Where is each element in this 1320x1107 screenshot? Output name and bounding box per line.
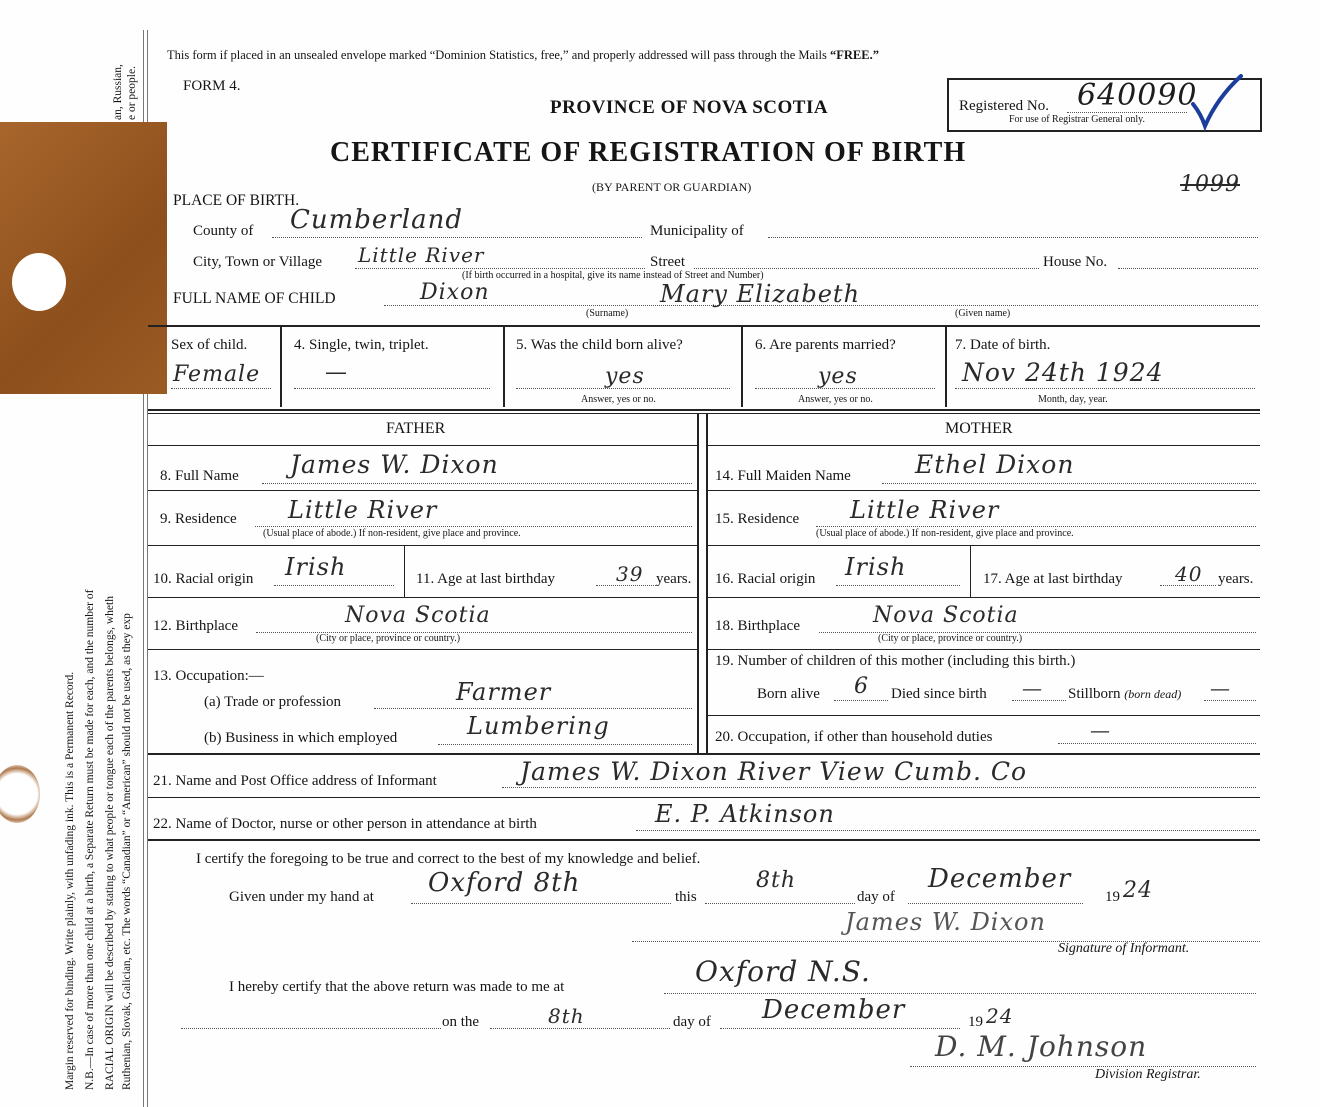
sex-label: Sex of child. xyxy=(171,337,248,353)
mother-years: years. xyxy=(1218,571,1254,587)
registered-number: 640090 xyxy=(1077,78,1198,113)
children-count-label: 19. Number of children of this mother (including this birth.) xyxy=(715,653,1076,669)
margin-note-2: N.B.—In case of more than one child at a birth, a Separate Return must be made for each, and the number of xyxy=(84,589,96,1090)
this-label: this xyxy=(675,889,697,905)
born-alive-caption: Answer, yes or no. xyxy=(581,394,656,405)
child-name-label: FULL NAME OF CHILD xyxy=(173,290,336,307)
father-age-value: 39 xyxy=(616,562,644,586)
father-residence-value: Little River xyxy=(288,496,438,524)
trade-value: Farmer xyxy=(456,678,552,706)
given-label: Given under my hand at xyxy=(229,889,374,905)
city-label: City, Town or Village xyxy=(193,254,323,270)
plurality-value: — xyxy=(325,360,348,385)
registrar-caption: Division Registrar. xyxy=(1095,1067,1201,1082)
given-caption: (Given name) xyxy=(955,308,1011,319)
certify-text: I certify the foregoing to be true and correct to the best of my knowledge and belief. xyxy=(196,851,701,867)
died-label: Died since birth xyxy=(891,686,987,702)
margin-note-3: RACIAL ORIGIN will be described by stating to what people or tongue each of the parents belongs, wheth xyxy=(104,596,116,1090)
mother-age-label: 17. Age at last birthday xyxy=(983,571,1123,587)
mother-residence-caption: (Usual place of abode.) If non-resident, give place and province. xyxy=(816,528,1074,539)
father-racial-label: 10. Racial origin xyxy=(153,571,254,587)
margin-note-1: Margin reserved for binding. Write plainly, with unfading ink. This is a Permanent Record. xyxy=(64,671,76,1090)
margin-note-4: Ruthenian, Slovak, Galician, etc. The words “Canadian” or “American” should not be used, as they exp xyxy=(121,613,133,1090)
mother-name-value: Ethel Dixon xyxy=(915,450,1075,479)
hospital-note: (If birth occurred in a hospital, give its name instead of Street and Number) xyxy=(462,270,764,281)
return-place: Oxford N.S. xyxy=(695,955,871,988)
margin-note-top-2: e or people. xyxy=(126,66,138,120)
occupation-label: 13. Occupation:— xyxy=(153,668,264,684)
return-month: December xyxy=(762,995,906,1025)
trade-label: (a) Trade or profession xyxy=(204,694,342,710)
doctor-label: 22. Name of Doctor, nurse or other person in attendance at birth xyxy=(153,816,537,832)
father-racial-value: Irish xyxy=(285,553,347,581)
given-year-prefix: 19 xyxy=(1105,889,1120,905)
page-subtitle: (BY PARENT OR GUARDIAN) xyxy=(592,180,752,194)
stillborn-label: Stillborn (born dead) xyxy=(1068,686,1182,702)
father-years: years. xyxy=(656,571,692,587)
informant-signature-caption: Signature of Informant. xyxy=(1058,941,1190,956)
child-surname: Dixon xyxy=(420,280,490,305)
father-birthplace-value: Nova Scotia xyxy=(345,603,491,628)
return-day-of-label: day of xyxy=(673,1014,711,1030)
margin-note-top: an, Russian, xyxy=(112,64,124,120)
registration-box xyxy=(947,78,1262,132)
married-value: yes xyxy=(818,364,858,389)
plurality-label: 4. Single, twin, triplet. xyxy=(294,337,429,353)
on-the-label: on the xyxy=(442,1014,480,1030)
married-label: 6. Are parents married? xyxy=(755,337,896,353)
city-value: Little River xyxy=(358,243,485,267)
mother-occupation-label: 20. Occupation, if other than household duties xyxy=(715,729,993,745)
surname-caption: (Surname) xyxy=(586,308,629,319)
binding-hole-bottom xyxy=(0,765,40,823)
informant-value: James W. Dixon River View Cumb. Co xyxy=(520,757,1028,786)
dob-label: 7. Date of birth. xyxy=(955,337,1051,353)
born-alive-count-label: Born alive xyxy=(757,686,820,702)
given-month: December xyxy=(928,864,1072,894)
father-birthplace-label: 12. Birthplace xyxy=(153,618,238,634)
born-alive-value: yes xyxy=(605,364,645,389)
dob-value: Nov 24th 1924 xyxy=(962,358,1164,387)
form-number: FORM 4. xyxy=(183,78,241,94)
father-name-value: James W. Dixon xyxy=(290,450,499,479)
mother-birthplace-value: Nova Scotia xyxy=(873,603,1019,628)
mother-residence-value: Little River xyxy=(850,496,1000,524)
return-year: 24 xyxy=(986,1004,1014,1028)
return-text: I hereby certify that the above return was made to me at xyxy=(229,979,565,995)
corner-number: 1099 xyxy=(1180,172,1240,197)
born-alive-count-value: 6 xyxy=(854,674,869,699)
father-birthplace-caption: (City or place, province or country.) xyxy=(316,633,461,644)
day-of-label: day of xyxy=(857,889,895,905)
house-label: House No. xyxy=(1043,254,1108,270)
checkmark-icon xyxy=(1187,72,1247,132)
binding-hole-top xyxy=(12,253,66,311)
father-heading: FATHER xyxy=(386,420,446,437)
doctor-value: E. P. Atkinson xyxy=(655,800,835,828)
mother-residence-label: 15. Residence xyxy=(715,511,800,527)
mother-birthplace-label: 18. Birthplace xyxy=(715,618,800,634)
county-label: County of xyxy=(193,223,254,239)
business-label: (b) Business in which employed xyxy=(204,730,398,746)
municipality-label: Municipality of xyxy=(650,223,744,239)
province-title: PROVINCE OF NOVA SCOTIA xyxy=(550,97,829,118)
mail-notice: This form if placed in an unsealed envelope marked “Dominion Statistics, free,” and properly addressed will pass through the Mails “FREE.” xyxy=(167,48,879,62)
mother-racial-label: 16. Racial origin xyxy=(715,571,816,587)
return-year-prefix: 19 xyxy=(968,1014,983,1030)
business-value: Lumbering xyxy=(467,712,610,740)
mother-age-value: 40 xyxy=(1175,562,1203,586)
died-value: — xyxy=(1022,676,1043,700)
return-day: 8th xyxy=(548,1004,585,1028)
street-label: Street xyxy=(650,254,685,270)
mother-occupation-value: — xyxy=(1090,718,1111,742)
given-place: Oxford 8th xyxy=(428,868,581,898)
mother-name-label: 14. Full Maiden Name xyxy=(715,468,851,484)
given-day: 8th xyxy=(756,868,797,893)
mother-heading: MOTHER xyxy=(945,420,1013,437)
stillborn-value: — xyxy=(1210,676,1231,700)
father-residence-caption: (Usual place of abode.) If non-resident, give place and province. xyxy=(263,528,521,539)
father-name-label: 8. Full Name xyxy=(160,468,239,484)
married-caption: Answer, yes or no. xyxy=(798,394,873,405)
given-year: 24 xyxy=(1123,878,1153,903)
informant-label: 21. Name and Post Office address of Informant xyxy=(153,773,437,789)
registrar-signature: D. M. Johnson xyxy=(935,1030,1148,1063)
father-residence-label: 9. Residence xyxy=(160,511,237,527)
mother-racial-value: Irish xyxy=(845,553,907,581)
mother-birthplace-caption: (City or place, province or country.) xyxy=(878,633,1023,644)
dob-caption: Month, day, year. xyxy=(1038,394,1108,405)
father-age-label: 11. Age at last birthday xyxy=(416,571,555,587)
registrar-note: For use of Registrar General only. xyxy=(1009,114,1145,125)
informant-signature: James W. Dixon xyxy=(845,908,1046,936)
place-heading: PLACE OF BIRTH. xyxy=(173,192,300,209)
county-value: Cumberland xyxy=(290,205,463,235)
sex-value: Female xyxy=(173,362,261,387)
page-title: CERTIFICATE OF REGISTRATION OF BIRTH xyxy=(330,137,967,168)
child-given-name: Mary Elizabeth xyxy=(660,280,861,308)
registered-label: Registered No. xyxy=(959,98,1049,114)
born-alive-label: 5. Was the child born alive? xyxy=(516,337,683,353)
